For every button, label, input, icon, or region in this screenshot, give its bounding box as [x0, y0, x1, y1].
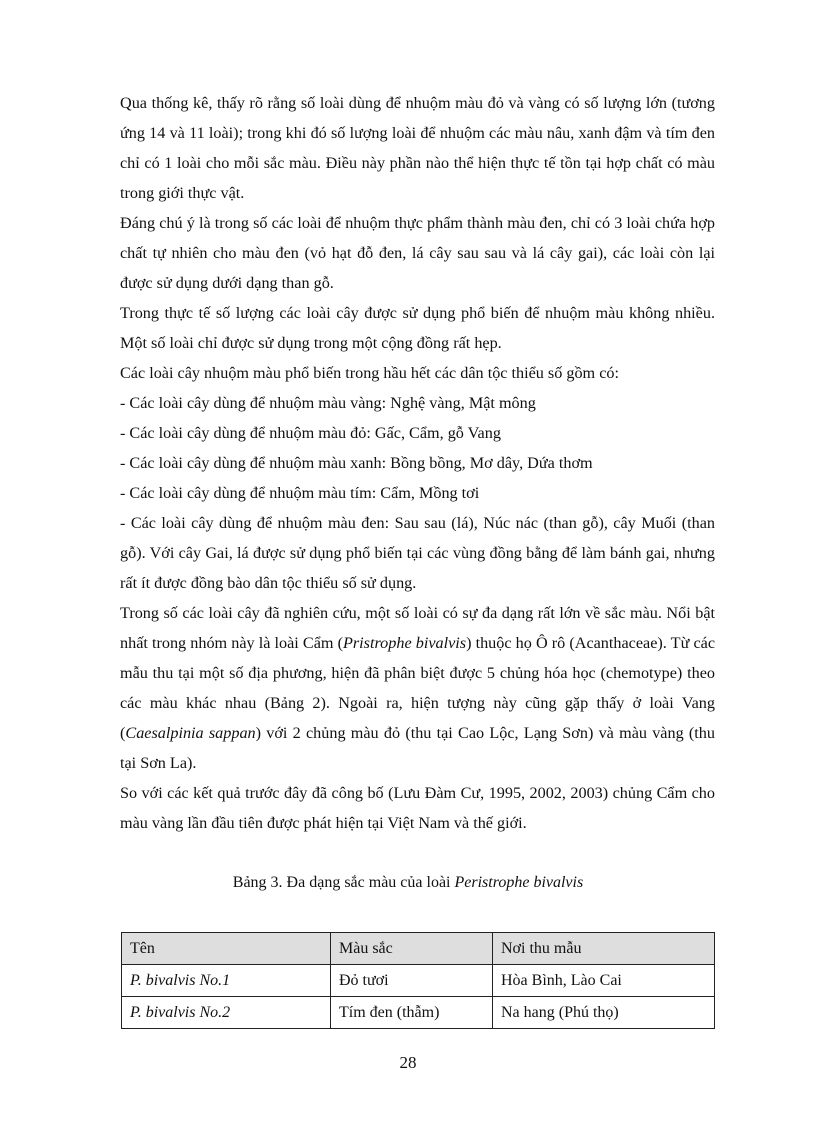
list-item-black: - Các loài cây dùng để nhuộm màu đen: Sau sau (lá), Núc nác (than gỗ), cây Muối (than gỗ). Với cây Gai, lá được sử dụng phổ biến tại các vùng đồng bằng để làm bánh gai, nhưng rất ít được đồng bào dân tộc thiểu số sử dụng. [120, 514, 715, 592]
list-item-green: - Các loài cây dùng để nhuộm màu xanh: Bồng bồng, Mơ dây, Dứa thơm [120, 454, 593, 472]
cell-name [122, 997, 331, 1029]
table-caption [0, 872, 816, 894]
list-item-red: - Các loài cây dùng để nhuộm màu đỏ: Gấc, Cẩm, gỗ Vang [120, 424, 501, 442]
species-name: Pristrophe bivalvis [342, 634, 467, 652]
text-segment: Trong số các loài cây đã nghiên cứu, một số loài có sự đa dạng rất lớn về sắc màu. Nổi bật nhất trong nhóm này là loài Cẩm ( [120, 604, 715, 652]
paragraph-statistics: Qua thống kê, thấy rõ rằng số loài dùng để nhuộm màu đỏ và vàng có số lượng lớn (tương ứng 14 và 11 loài); trong khi đó số lượng loài để nhuộm các màu nâu, xanh đậm và tím đen chỉ có 1 loài cho mỗi sắc màu. Điều này phần nào thể hiện thực tế tồn tại hợp chất có màu trong giới thực vật. [120, 94, 715, 202]
text-segment: ) thuộc họ Ô rô (Acanthaceae). Từ các mẫu thu tại một số địa phương, hiện đã phân biệt được 5 chủng hóa học (chemotype) theo các màu khác nhau (Bảng 2). Ngoài ra, hiện tượng này cũng gặp thấy ở loài Vang ( [120, 634, 716, 742]
cell-location: Hòa Bình, Lào Cai [493, 965, 715, 997]
cell-name [122, 965, 331, 997]
table-row [122, 997, 715, 1029]
header-location: Nơi thu mẫu [493, 933, 715, 965]
cell-location: Na hang (Phú thọ) [493, 997, 715, 1029]
caption-text: Bảng 3. Đa dạng sắc màu của loài [232, 874, 455, 891]
color-diversity-table [121, 932, 715, 1029]
cell-color: Đỏ tươi [331, 965, 493, 997]
paragraph-common-plants: Các loài cây nhuộm màu phổ biến trong hầu hết các dân tộc thiểu số gồm có: [120, 364, 619, 382]
paragraph-black-dye: Đáng chú ý là trong số các loài để nhuộm thực phẩm thành màu đen, chỉ có 3 loài chứa hợp chất tự nhiên cho màu đen (vỏ hạt đỗ đen, lá cây sau sau và lá cây gai), các loài còn lại được sử dụng dưới dạng than gỗ. [120, 214, 715, 292]
table-row [122, 965, 715, 997]
header-color: Màu sắc [331, 933, 493, 965]
species-name: Caesalpinia sappan [125, 724, 256, 742]
list-item-yellow: - Các loài cây dùng để nhuộm màu vàng: Nghệ vàng, Mật mông [120, 394, 536, 412]
text-segment: ) với 2 chủng màu đỏ (thu tại Cao Lộc, Lạng Sơn) và màu vàng (thu tại Sơn La). [120, 724, 715, 772]
species-name: P. bivalvis No.1 [130, 971, 231, 989]
paragraph-comparison: So với các kết quả trước đây đã công bố (Lưu Đàm Cư, 1995, 2002, 2003) chủng Cẩm cho màu vàng lần đầu tiên được phát hiện tại Việt Nam và thế giới. [120, 784, 715, 832]
cell-color: Tím đen (thẫm) [331, 997, 493, 1029]
paragraph-diversity [120, 598, 715, 778]
header-name: Tên [122, 933, 331, 965]
page-number: 28 [399, 1053, 417, 1072]
species-name: P. bivalvis No.2 [130, 1003, 231, 1021]
table-header-row [122, 933, 715, 965]
body-text [120, 88, 715, 838]
paragraph-practice: Trong thực tế số lượng các loài cây được sử dụng phổ biến để nhuộm màu không nhiều. Một số loài chỉ được sử dụng trong một cộng đồng rất hẹp. [120, 304, 715, 352]
caption-species: Peristrophe bivalvis [454, 874, 584, 891]
list-item-purple: - Các loài cây dùng để nhuộm màu tím: Cẩm, Mồng tơi [120, 484, 480, 502]
